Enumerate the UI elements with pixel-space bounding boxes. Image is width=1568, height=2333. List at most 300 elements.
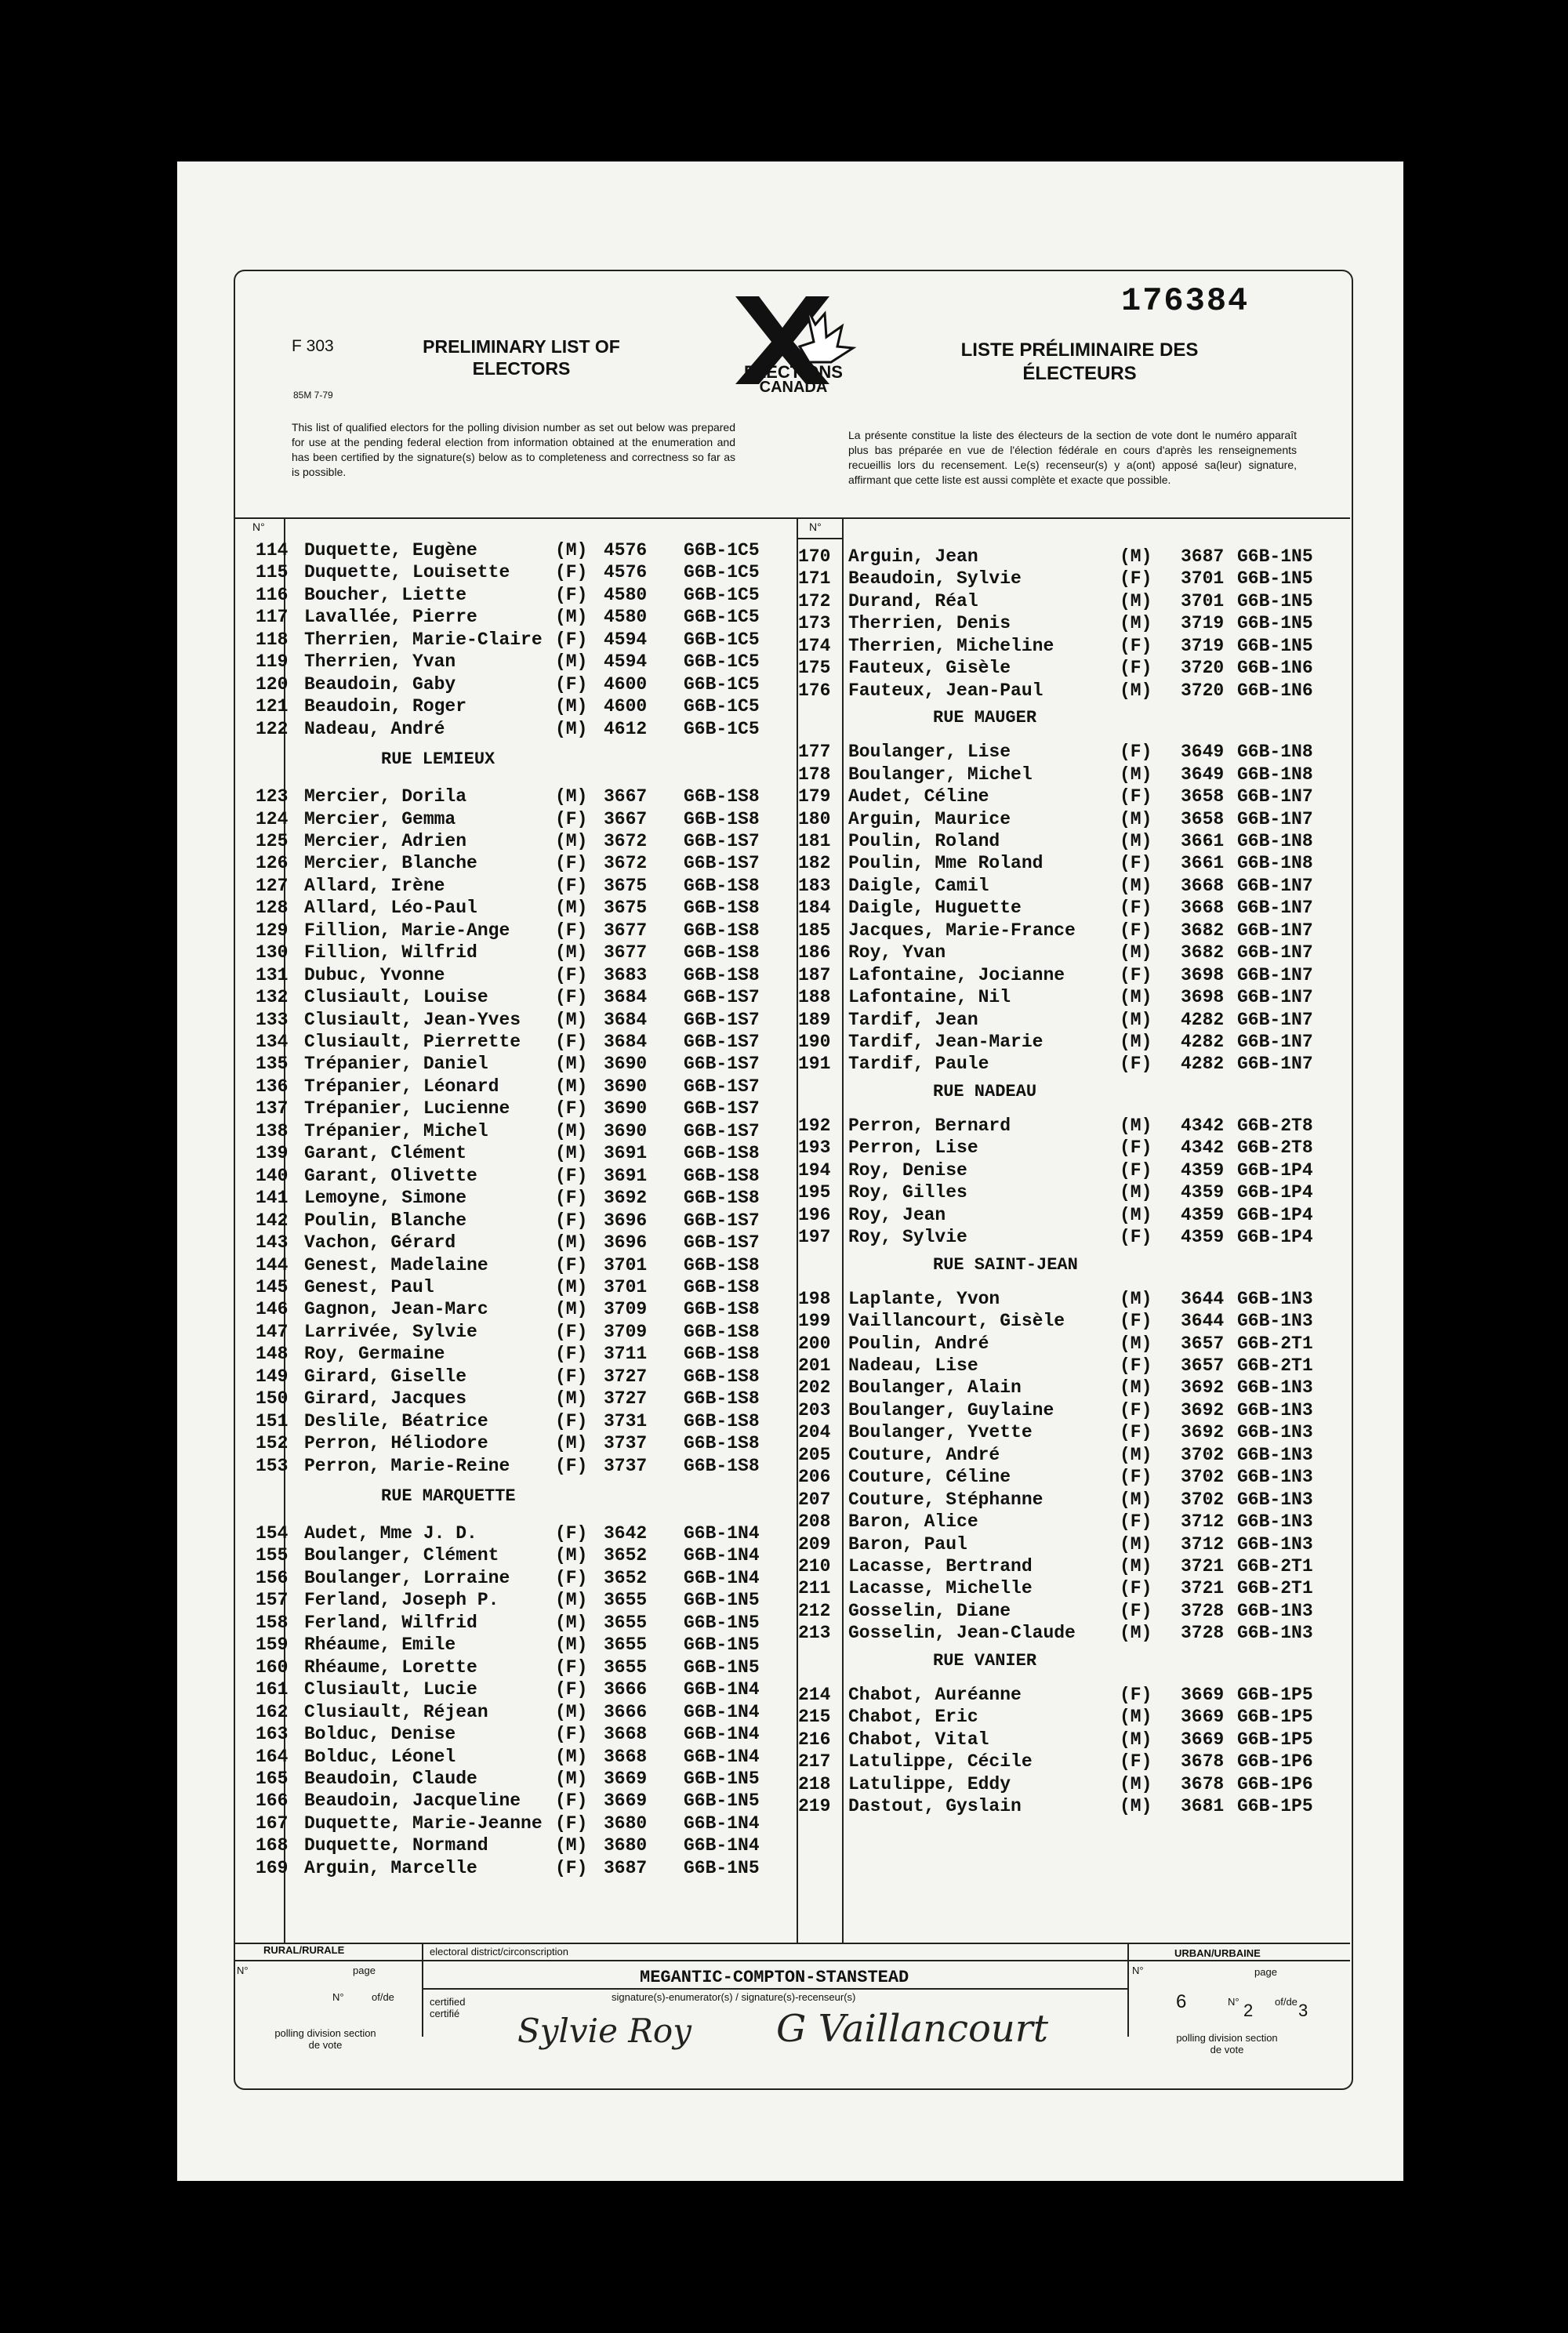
elector-number: 143: [256, 1232, 289, 1254]
elector-address: 4359: [1181, 1182, 1225, 1203]
elector-sex: (M): [555, 651, 588, 673]
elector-number: 170: [798, 546, 831, 567]
elector-sex: (F): [555, 1098, 588, 1119]
elector-row: [0, 897, 1568, 919]
elector-row: [0, 1706, 1568, 1728]
elector-name: Boulanger, Alain: [848, 1377, 1022, 1399]
elector-name: Latulippe, Cécile: [848, 1751, 1033, 1772]
elector-number: 127: [256, 875, 289, 896]
elector-name: Bolduc, Denise: [304, 1724, 456, 1745]
elector-address: 3668: [1181, 898, 1225, 919]
elector-postal-code: G6B-1P5: [1237, 1796, 1313, 1817]
elector-address: 3680: [604, 1812, 648, 1834]
elector-number: 136: [256, 1076, 289, 1097]
elector-address: 3681: [1181, 1796, 1225, 1817]
title-english: PRELIMINARY LIST OF ELECTORS: [423, 336, 620, 379]
elector-postal-code: G6B-1S8: [684, 1254, 760, 1275]
elector-row: [0, 1181, 1568, 1203]
elector-address: 3690: [604, 1076, 648, 1097]
elector-address: 3728: [1181, 1600, 1225, 1621]
elector-name: Perron, Héliodore: [304, 1433, 488, 1454]
elector-postal-code: G6B-1N5: [684, 1590, 760, 1611]
elector-sex: (M): [1120, 1333, 1152, 1354]
elector-number: 205: [798, 1444, 831, 1465]
elector-sex: (F): [555, 987, 588, 1008]
elector-postal-code: G6B-1N7: [1237, 987, 1313, 1008]
elector-sex: (F): [555, 1165, 588, 1186]
elector-sex: (F): [1120, 1751, 1152, 1772]
elector-sex: (F): [555, 808, 588, 829]
elector-number: 181: [798, 830, 831, 851]
elector-name: Therrien, Yvan: [304, 651, 456, 673]
elector-postal-code: G6B-1P5: [1237, 1729, 1313, 1750]
elector-row: [0, 1511, 1568, 1533]
elector-number: 161: [256, 1679, 289, 1700]
elector-sex: (F): [1120, 742, 1152, 763]
elector-number: 175: [798, 658, 831, 679]
elector-row: [0, 786, 1568, 807]
elector-name: Girard, Jacques: [304, 1388, 467, 1410]
elector-postal-code: G6B-1P4: [1237, 1227, 1313, 1248]
elector-sex: (M): [555, 1612, 588, 1633]
elector-number: 218: [798, 1773, 831, 1794]
elector-postal-code: G6B-1S7: [684, 1054, 760, 1075]
elector-sex: (F): [1120, 920, 1152, 941]
elector-row: [0, 830, 1568, 852]
elector-name: Ferland, Joseph P.: [304, 1590, 499, 1611]
signature-2: G Vaillancourt: [776, 2007, 1048, 2051]
elector-postal-code: G6B-1N4: [684, 1523, 760, 1544]
elector-postal-code: G6B-1N5: [684, 1635, 760, 1656]
elector-number: 188: [798, 987, 831, 1008]
elector-name: Poulin, Mme Roland: [848, 853, 1044, 874]
elector-sex: (M): [555, 898, 588, 919]
elector-address: 3701: [1181, 568, 1225, 590]
elector-postal-code: G6B-1C5: [684, 584, 760, 605]
elector-name: Lafontaine, Jocianne: [848, 964, 1065, 985]
elector-name: Beaudoin, Jacqueline: [304, 1791, 521, 1812]
elector-postal-code: G6B-1S8: [684, 1143, 760, 1164]
elector-row: [0, 1355, 1568, 1377]
elector-address: 3667: [604, 808, 648, 829]
elector-sex: (M): [555, 1768, 588, 1789]
elector-postal-code: G6B-1N7: [1237, 1032, 1313, 1052]
elector-postal-code: G6B-1N3: [1237, 1444, 1313, 1465]
elector-postal-code: G6B-1N8: [1237, 853, 1313, 874]
elector-row: [0, 875, 1568, 897]
elector-address: 3687: [1181, 546, 1225, 567]
elector-postal-code: G6B-1C5: [684, 629, 760, 650]
elector-address: 3684: [604, 1032, 648, 1052]
elector-postal-code: G6B-1P6: [1237, 1773, 1313, 1794]
rural-rule: [234, 1960, 422, 1961]
elector-sex: (M): [555, 1545, 588, 1566]
elector-postal-code: G6B-1N5: [1237, 635, 1313, 656]
elector-name: Baron, Alice: [848, 1511, 978, 1533]
elector-row: [0, 1204, 1568, 1226]
elector-number: 150: [256, 1388, 289, 1410]
elector-postal-code: G6B-2T8: [1237, 1137, 1313, 1159]
elector-postal-code: G6B-1S8: [684, 808, 760, 829]
elector-sex: (F): [555, 1188, 588, 1209]
elector-address: 3669: [604, 1791, 648, 1812]
elector-name: Therrien, Denis: [848, 613, 1011, 634]
elector-address: 3652: [604, 1567, 648, 1588]
elector-address: 3737: [604, 1433, 648, 1454]
elector-number: 213: [798, 1623, 831, 1644]
elector-sex: (M): [555, 1076, 588, 1097]
elector-postal-code: G6B-1S8: [684, 1455, 760, 1476]
elector-address: 3698: [1181, 964, 1225, 985]
elector-name: Arguin, Marcelle: [304, 1857, 477, 1878]
elector-postal-code: G6B-1S8: [684, 1433, 760, 1454]
elector-row: [0, 1834, 1568, 1856]
elector-row: [0, 942, 1568, 963]
elector-name: Therrien, Micheline: [848, 635, 1054, 656]
elector-name: Dubuc, Yvonne: [304, 964, 445, 985]
elector-sex: (F): [555, 1724, 588, 1745]
elector-address: 3696: [604, 1232, 648, 1254]
elector-address: 3690: [604, 1054, 648, 1075]
elector-row: [0, 1009, 1568, 1031]
elector-sex: (M): [1120, 1707, 1152, 1728]
elector-name: Trépanier, Lucienne: [304, 1098, 510, 1119]
elector-sex: (F): [555, 920, 588, 941]
elector-address: 3655: [604, 1612, 648, 1633]
elector-postal-code: G6B-1N3: [1237, 1511, 1313, 1533]
elector-sex: (M): [555, 1120, 588, 1141]
elector-address: 4580: [604, 607, 648, 628]
elector-row: [0, 1466, 1568, 1488]
elector-postal-code: G6B-1S8: [684, 1299, 760, 1320]
elector-postal-code: G6B-1N3: [1237, 1288, 1313, 1309]
elector-sex: (F): [555, 853, 588, 874]
elector-name: Mercier, Blanche: [304, 853, 477, 874]
elector-sex: (M): [1120, 1773, 1152, 1794]
elector-address: 4342: [1181, 1115, 1225, 1136]
elector-row: [0, 852, 1568, 874]
elector-number: 201: [798, 1355, 831, 1376]
elector-address: 3728: [1181, 1623, 1225, 1644]
elector-row: [0, 1137, 1568, 1159]
elector-number: 215: [798, 1707, 831, 1728]
elector-name: Nadeau, André: [304, 718, 445, 739]
elector-number: 173: [798, 613, 831, 634]
elector-row: [0, 964, 1568, 986]
elector-postal-code: G6B-1N3: [1237, 1467, 1313, 1488]
elector-postal-code: G6B-1N3: [1237, 1311, 1313, 1332]
elector-sex: (F): [555, 629, 588, 650]
elector-name: Chabot, Auréanne: [848, 1684, 1022, 1705]
elector-sex: (M): [1120, 1115, 1152, 1136]
street-heading: RUE SAINT-JEAN: [933, 1254, 1078, 1275]
elector-sex: (M): [555, 830, 588, 851]
elector-name: Baron, Paul: [848, 1533, 967, 1555]
elector-number: 145: [256, 1276, 289, 1297]
elector-number: 214: [798, 1684, 831, 1705]
elector-address: 4359: [1181, 1204, 1225, 1225]
elector-row: [0, 680, 1568, 702]
elector-number: 129: [256, 920, 289, 941]
elector-name: Gagnon, Jean-Marc: [304, 1299, 488, 1320]
elector-sex: (F): [1120, 658, 1152, 679]
elector-address: 4594: [604, 651, 648, 673]
elector-address: 3678: [1181, 1751, 1225, 1772]
elector-postal-code: G6B-1S8: [684, 1366, 760, 1387]
elector-number: 139: [256, 1143, 289, 1164]
elector-address: 3692: [1181, 1422, 1225, 1443]
elector-number: 180: [798, 808, 831, 829]
elector-address: 3649: [1181, 764, 1225, 785]
elector-postal-code: G6B-1N4: [684, 1679, 760, 1700]
elector-postal-code: G6B-1N4: [684, 1545, 760, 1566]
elector-postal-code: G6B-1N7: [1237, 964, 1313, 985]
elector-address: 3721: [1181, 1556, 1225, 1576]
elector-row: [0, 1399, 1568, 1421]
elector-sex: (M): [1120, 546, 1152, 567]
elector-postal-code: G6B-1C5: [684, 696, 760, 717]
elector-number: 135: [256, 1054, 289, 1075]
elector-number: 184: [798, 898, 831, 919]
elector-name: Fillion, Marie-Ange: [304, 920, 510, 941]
elector-name: Boulanger, Guylaine: [848, 1399, 1054, 1420]
elector-sex: (F): [555, 1791, 588, 1812]
elector-row: [0, 590, 1568, 612]
elector-number: 172: [798, 590, 831, 611]
elector-sex: (M): [555, 786, 588, 807]
elector-sex: (M): [1120, 1204, 1152, 1225]
elector-postal-code: G6B-2T1: [1237, 1355, 1313, 1376]
elector-number: 164: [256, 1746, 289, 1767]
elector-sex: (F): [1120, 1054, 1152, 1075]
elector-address: 3655: [604, 1656, 648, 1678]
elector-name: Dastout, Gyslain: [848, 1796, 1022, 1817]
elector-row: [0, 741, 1568, 763]
elector-sex: (M): [1120, 1009, 1152, 1030]
elector-sex: (M): [555, 1590, 588, 1611]
elector-sex: (M): [1120, 1182, 1152, 1203]
elector-sex: (M): [1120, 1288, 1152, 1309]
urban-label: URBAN/URBAINE: [1174, 1947, 1261, 1959]
elector-number: 199: [798, 1311, 831, 1332]
elector-number: 155: [256, 1545, 289, 1566]
elector-row: [0, 1773, 1568, 1795]
elector-address: 4282: [1181, 1009, 1225, 1030]
elector-sex: (M): [1120, 1623, 1152, 1644]
elector-number: 209: [798, 1533, 831, 1555]
elector-address: 3712: [1181, 1533, 1225, 1555]
elector-postal-code: G6B-1S8: [684, 875, 760, 896]
elector-name: Clusiault, Réjean: [304, 1701, 488, 1722]
elector-postal-code: G6B-1S8: [684, 1165, 760, 1186]
elector-address: 3692: [1181, 1377, 1225, 1399]
elector-address: 4594: [604, 629, 648, 650]
elector-postal-code: G6B-1S8: [684, 1388, 760, 1410]
elector-postal-code: G6B-1N8: [1237, 830, 1313, 851]
elector-row: [0, 635, 1568, 657]
elector-sex: (M): [555, 1388, 588, 1410]
elector-address: 4359: [1181, 1227, 1225, 1248]
elector-name: Rhéaume, Emile: [304, 1635, 456, 1656]
elector-address: 3658: [1181, 786, 1225, 807]
elector-name: Audet, Céline: [848, 786, 989, 807]
elector-number: 158: [256, 1612, 289, 1633]
elector-sex: (F): [555, 1455, 588, 1476]
elector-postal-code: G6B-2T8: [1237, 1115, 1313, 1136]
elector-row: [0, 1555, 1568, 1577]
elector-number: 140: [256, 1165, 289, 1186]
elector-row: [0, 1053, 1568, 1075]
elector-name: Arguin, Maurice: [848, 808, 1011, 829]
elector-postal-code: G6B-1S8: [684, 1276, 760, 1297]
elector-address: 3720: [1181, 658, 1225, 679]
elector-postal-code: G6B-1N7: [1237, 1009, 1313, 1030]
elector-name: Mercier, Gemma: [304, 808, 456, 829]
elector-name: Mercier, Adrien: [304, 830, 467, 851]
elector-row: [0, 1159, 1568, 1181]
elector-postal-code: G6B-1N3: [1237, 1533, 1313, 1555]
urban-page-value: 2: [1243, 2001, 1254, 2020]
elector-sex: (F): [1120, 1467, 1152, 1488]
elector-number: 124: [256, 808, 289, 829]
street-heading: RUE MARQUETTE: [381, 1486, 516, 1506]
elector-postal-code: G6B-1N3: [1237, 1600, 1313, 1621]
elector-sex: (M): [555, 1276, 588, 1297]
elector-number: 144: [256, 1254, 289, 1275]
elector-address: 3661: [1181, 853, 1225, 874]
elector-number: 191: [798, 1054, 831, 1075]
elector-row: [0, 764, 1568, 786]
elector-postal-code: G6B-1C5: [684, 540, 760, 561]
elector-number: 197: [798, 1227, 831, 1248]
elector-sex: (M): [1120, 1796, 1152, 1817]
elector-name: Durand, Réal: [848, 590, 978, 611]
elector-address: 3702: [1181, 1489, 1225, 1510]
elector-postal-code: G6B-1N3: [1237, 1489, 1313, 1510]
rural-no-label: N°: [237, 1965, 249, 1976]
elector-name: Roy, Gilles: [848, 1182, 967, 1203]
elector-name: Perron, Marie-Reine: [304, 1455, 510, 1476]
elector-sex: (F): [1120, 1399, 1152, 1420]
elector-address: 3644: [1181, 1288, 1225, 1309]
elector-address: 3677: [604, 920, 648, 941]
elector-address: 3668: [604, 1724, 648, 1745]
elector-address: 3644: [1181, 1311, 1225, 1332]
elector-number: 138: [256, 1120, 289, 1141]
elector-sex: (F): [555, 1567, 588, 1588]
elector-postal-code: G6B-1S7: [684, 1098, 760, 1119]
elector-number: 216: [798, 1729, 831, 1750]
elector-postal-code: G6B-1C5: [684, 562, 760, 583]
elector-address: 3684: [604, 987, 648, 1008]
urban-of-label: of/de: [1275, 1996, 1298, 2008]
elector-address: 3655: [604, 1635, 648, 1656]
elector-number: 210: [798, 1556, 831, 1576]
district-label: electoral district/circonscription: [430, 1946, 569, 1957]
elector-address: 3737: [604, 1455, 648, 1476]
elector-name: Arguin, Jean: [848, 546, 978, 567]
elector-name: Roy, Yvan: [848, 942, 946, 963]
title-french: LISTE PRÉLIMINAIRE DES ÉLECTEURS: [960, 339, 1199, 384]
elector-name: Tardif, Jean-Marie: [848, 1032, 1044, 1052]
urban-polling-label: polling division section de vote: [1176, 2032, 1278, 2055]
elector-name: Perron, Lise: [848, 1137, 978, 1159]
elector-number: 185: [798, 920, 831, 941]
elector-name: Ferland, Wilfrid: [304, 1612, 477, 1633]
col-no-right: N°: [809, 521, 822, 533]
elector-row: [0, 657, 1568, 679]
elector-postal-code: G6B-1P4: [1237, 1204, 1313, 1225]
elector-sex: (M): [1120, 590, 1152, 611]
elector-address: 3719: [1181, 613, 1225, 634]
svg-text:CANADA: CANADA: [759, 379, 828, 394]
elector-sex: (F): [1120, 1684, 1152, 1705]
elector-number: 131: [256, 964, 289, 985]
elector-number: 122: [256, 718, 289, 739]
elector-name: Poulin, André: [848, 1333, 989, 1354]
elector-address: 3642: [604, 1523, 648, 1544]
elector-postal-code: G6B-1C5: [684, 718, 760, 739]
elector-number: 179: [798, 786, 831, 807]
elector-row: [0, 1795, 1568, 1817]
elector-address: 3668: [604, 1746, 648, 1767]
elector-postal-code: G6B-1N7: [1237, 898, 1313, 919]
elector-postal-code: G6B-1N7: [1237, 920, 1313, 941]
elector-postal-code: G6B-1S8: [684, 964, 760, 985]
urban-no2-label: N°: [1228, 1996, 1240, 2008]
elector-name: Beaudoin, Roger: [304, 696, 467, 717]
intro-french: La présente constitue la liste des électeurs de la section de vote dont le numéro apparaît plus bas préparée en vue de l'élection fédérale en cours d'après les renseignements recueillis lors du recensement. Le(s) recenseur(s) y a(ont) apposé sa(leur) signature, affirmant que cette liste est aussi complète et exacte que possible.: [848, 429, 1297, 486]
elector-sex: (M): [1120, 942, 1152, 963]
elector-sex: (F): [1120, 1227, 1152, 1248]
elector-number: 177: [798, 742, 831, 763]
elector-name: Allard, Irène: [304, 875, 445, 896]
elector-postal-code: G6B-1S8: [684, 786, 760, 807]
elector-number: 190: [798, 1032, 831, 1052]
elector-number: 187: [798, 964, 831, 985]
elector-number: 202: [798, 1377, 831, 1399]
elector-sex: (F): [1120, 964, 1152, 985]
elector-address: 3701: [604, 1276, 648, 1297]
elector-postal-code: G6B-1N3: [1237, 1399, 1313, 1420]
elector-sex: (F): [555, 1812, 588, 1834]
elector-postal-code: G6B-1C5: [684, 673, 760, 695]
elector-sex: (F): [555, 1321, 588, 1342]
elector-number: 147: [256, 1321, 289, 1342]
elector-number: 186: [798, 942, 831, 963]
elector-name: Trépanier, Léonard: [304, 1076, 499, 1097]
elector-address: 3682: [1181, 942, 1225, 963]
elector-address: 3731: [604, 1410, 648, 1431]
elector-postal-code: G6B-1P4: [1237, 1159, 1313, 1181]
signature-label: signature(s)-enumerator(s) / signature(s)-recenseur(s): [612, 1991, 856, 2003]
elector-sex: (M): [555, 1701, 588, 1722]
elector-sex: (M): [555, 1835, 588, 1856]
elector-number: 183: [798, 875, 831, 896]
elector-name: Beaudoin, Sylvie: [848, 568, 1022, 590]
elector-number: 114: [256, 540, 289, 561]
elector-name: Chabot, Eric: [848, 1707, 978, 1728]
elector-sex: (F): [555, 1857, 588, 1878]
elector-row: [0, 1684, 1568, 1706]
elector-address: 3687: [604, 1857, 648, 1878]
elector-row: [0, 1377, 1568, 1399]
elector-name: Garant, Clément: [304, 1143, 467, 1164]
elector-name: Poulin, Roland: [848, 830, 1000, 851]
elector-address: 4282: [1181, 1054, 1225, 1075]
elector-name: Beaudoin, Gaby: [304, 673, 456, 695]
elector-sex: (F): [555, 875, 588, 896]
